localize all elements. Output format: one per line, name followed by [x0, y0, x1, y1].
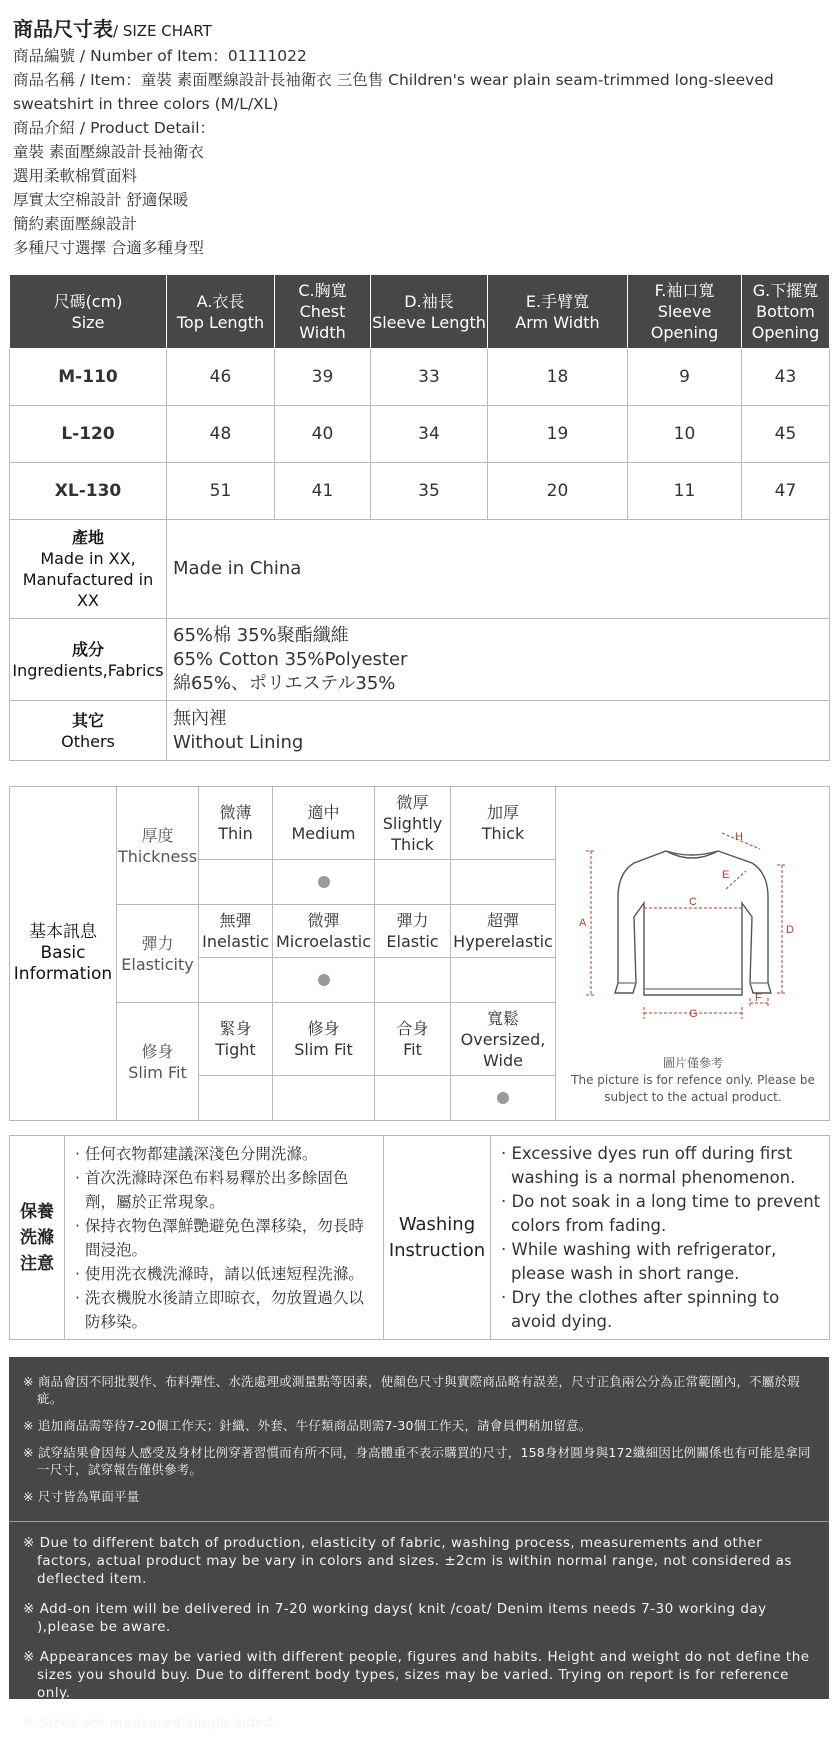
fit-label: 修身 Slim Fit	[117, 1003, 199, 1121]
product-detail-line: 童裝 素面壓線設計長袖衛衣	[13, 143, 204, 161]
page-title	[13, 14, 828, 44]
elasticity-option: 微彈 Microelastic	[273, 905, 375, 958]
list-item: · 保持衣物色澤鮮艷避免色澤移染，勿長時間浸泡。	[75, 1216, 364, 1259]
washing-table	[9, 1135, 830, 1340]
list-item: · 任何衣物都建議深淺色分開洗滌。	[75, 1144, 318, 1163]
header-size: 尺碼(cm) Size	[10, 275, 167, 349]
list-item: · 洗衣機脫水後請立即晾衣，勿放置過久以防移染。	[75, 1288, 364, 1331]
table-cell: 40	[275, 406, 371, 463]
notes-en	[9, 1522, 829, 1732]
table-cell: 43	[742, 349, 830, 406]
thickness-label: 厚度 Thickness	[117, 787, 199, 905]
elasticity-dot-cell	[375, 958, 451, 1003]
note-item: ※ 商品會因不同批製作、布料彈性、水洗處理或測量點等因素，使顏色尺寸與實際商品略有誤差，尺寸正負兩公分為正常範圍內，不屬於瑕疵。	[23, 1374, 800, 1406]
header-chest-width: C.胸寬 Chest Width	[275, 275, 371, 349]
origin-row	[10, 520, 830, 619]
elasticity-option: 超彈 Hyperelastic	[451, 905, 556, 958]
washing-list-en	[491, 1136, 830, 1340]
size-label: L-120	[10, 406, 167, 463]
selected-indicator-icon	[318, 876, 330, 888]
garment-diagram	[556, 787, 830, 1121]
table-cell: 35	[371, 463, 488, 520]
elasticity-option: 彈力 Elastic	[375, 905, 451, 958]
header-arm-width: E.手臂寬 Arm Width	[488, 275, 628, 349]
header-top-length: A.衣長 Top Length	[167, 275, 275, 349]
diagram-letter-h: H	[735, 830, 743, 843]
table-cell: 41	[275, 463, 371, 520]
table-cell: 45	[742, 406, 830, 463]
header-sleeve-opening: F.袖口寬 Sleeve Opening	[628, 275, 742, 349]
washing-title-en: Washing Instruction	[384, 1136, 491, 1340]
title-en: / SIZE CHART	[113, 22, 212, 40]
list-item: · Do not soak in a long time to prevent colors from fading.	[501, 1191, 821, 1235]
size-label: XL-130	[10, 463, 167, 520]
ingredients-label: 成分 Ingredients,Fabrics	[10, 619, 167, 701]
note-item: ※ Appearances may be varied with different people, figures and habits. Height and weight do not define the sizes you should buy. Due to different body types, sizes may be varied. Trying on report is for reference only.	[23, 1649, 810, 1701]
table-row	[10, 463, 830, 520]
product-detail-line: 厚實太空棉設計 舒適保暖	[13, 191, 189, 209]
table-cell: 10	[628, 406, 742, 463]
diagram-note: 圖片僅參考 The picture is for refence only. Please be subject to the actual product.	[571, 1055, 815, 1104]
item-number: 商品編號 / Number of Item：01111022	[13, 47, 307, 65]
elasticity-option: 無彈 Inelastic	[199, 905, 273, 958]
selected-indicator-icon	[318, 974, 330, 986]
table-cell: 9	[628, 349, 742, 406]
diagram-letter-d: D	[786, 923, 794, 936]
table-row	[10, 349, 830, 406]
product-detail-line: 選用柔軟棉質面料	[13, 167, 138, 185]
note-item: ※ Add-on item will be delivered in 7-20 working days( knit /coat/ Denim items needs 7-30 working day ),please be aware.	[23, 1601, 767, 1635]
product-detail-line: 多種尺寸選擇 合適多種身型	[13, 239, 204, 257]
notes-panel	[9, 1357, 829, 1731]
table-cell: 48	[167, 406, 275, 463]
elasticity-label: 彈力 Elasticity	[117, 905, 199, 1003]
diagram-letter-c: C	[689, 895, 697, 908]
item-name: 商品名稱 / Item：童裝 素面壓線設計長袖衛衣 三色售 Children's wear plain seam-trimmed long-sleeved	[13, 71, 774, 89]
others-value: 無內裡 Without Lining	[167, 701, 830, 761]
item-name-cont: sweatshirt in three colors (M/L/XL)	[13, 95, 279, 113]
thickness-dot-cell	[273, 860, 375, 905]
header-bottom-opening: G.下擺寬 Bottom Opening	[742, 275, 830, 349]
diagram-letter-g: G	[689, 1007, 698, 1020]
elasticity-dot-cell	[199, 958, 273, 1003]
header-sleeve-length: D.袖長 Sleeve Length	[371, 275, 488, 349]
washing-list-zh	[65, 1136, 384, 1340]
size-label: M-110	[10, 349, 167, 406]
list-item: · 使用洗衣機洗滌時，請以低速短程洗滌。	[75, 1264, 364, 1283]
table-cell: 46	[167, 349, 275, 406]
product-detail-label: 商品介紹 / Product Detail：	[13, 119, 216, 137]
fit-dot-cell	[451, 1076, 556, 1121]
table-cell: 51	[167, 463, 275, 520]
table-cell: 39	[275, 349, 371, 406]
elasticity-dot-cell	[451, 958, 556, 1003]
title-zh: 商品尺寸表	[13, 17, 113, 41]
list-item: · While washing with refrigerator, please wash in short range.	[501, 1239, 777, 1283]
list-item: · Dry the clothes after spinning to avoid dying.	[501, 1287, 780, 1331]
table-cell: 11	[628, 463, 742, 520]
table-cell: 34	[371, 406, 488, 463]
origin-value: Made in China	[167, 520, 830, 619]
thickness-option: 微薄 Thin	[199, 787, 273, 860]
fit-option: 合身 Fit	[375, 1003, 451, 1076]
diagram-letter-f: F	[755, 991, 762, 1004]
notes-zh	[9, 1357, 829, 1521]
thickness-option: 適中 Medium	[273, 787, 375, 860]
product-header	[13, 14, 828, 260]
note-item: ※ 追加商品需等待7-20個工作天；針織、外套、牛仔類商品則需7-30個工作天，請會員們稍加留意。	[23, 1418, 592, 1433]
washing-title-zh: 保養 洗滌 注意	[10, 1136, 65, 1340]
thickness-option: 微厚 Slightly Thick	[375, 787, 451, 860]
table-cell: 18	[488, 349, 628, 406]
fit-dot-cell	[199, 1076, 273, 1121]
ingredients-row	[10, 619, 830, 701]
thickness-dot-cell	[451, 860, 556, 905]
fit-dot-cell	[375, 1076, 451, 1121]
list-item: · 首次洗滌時深色布料易釋於出多餘固色劑，屬於正常現象。	[75, 1168, 349, 1211]
note-item: ※ 試穿結果會因每人感受及身材比例穿著習慣而有所不同，身高體重不表示購買的尺寸，158身材圓身與172纖細因比例關係也有可能是拿同一尺寸，試穿報告僅供參考。	[23, 1445, 811, 1477]
size-table	[9, 274, 830, 761]
thickness-option: 加厚 Thick	[451, 787, 556, 860]
sweatshirt-diagram	[556, 793, 830, 1053]
note-item: ※ Sizes are measured single-sided.	[23, 1715, 278, 1731]
table-cell: 47	[742, 463, 830, 520]
basic-info-label: 基本訊息 Basic Information	[10, 787, 117, 1121]
size-table-header	[10, 275, 830, 349]
product-detail-line: 簡約素面壓線設計	[13, 215, 138, 233]
selected-indicator-icon	[497, 1092, 509, 1104]
note-item: ※ 尺寸皆為單面平量	[23, 1489, 140, 1504]
fit-dot-cell	[273, 1076, 375, 1121]
note-item: ※ Due to different batch of production, elasticity of fabric, washing process, measurements and other factors, actual product may be vary in colors and sizes. ±2cm is within normal range, not considered as deflected item.	[23, 1535, 792, 1587]
table-row	[10, 406, 830, 463]
others-label: 其它 Others	[10, 701, 167, 761]
list-item: · Excessive dyes run off during first washing is a normal phenomenon.	[501, 1143, 796, 1187]
origin-label: 產地 Made in XX, Manufactured in XX	[10, 520, 167, 619]
elasticity-dot-cell	[273, 958, 375, 1003]
thickness-dot-cell	[199, 860, 273, 905]
table-cell: 20	[488, 463, 628, 520]
thickness-dot-cell	[375, 860, 451, 905]
table-cell: 19	[488, 406, 628, 463]
table-cell: 33	[371, 349, 488, 406]
fit-option: 緊身 Tight	[199, 1003, 273, 1076]
others-row	[10, 701, 830, 761]
fit-option: 寬鬆 Oversized, Wide	[451, 1003, 556, 1076]
basic-info-table	[9, 786, 830, 1121]
diagram-letter-e: E	[722, 868, 730, 881]
diagram-letter-a: A	[579, 916, 587, 929]
ingredients-value: 65%棉 35%聚酯纖維 65% Cotton 35%Polyester 綿65%、ポリエステル35%	[167, 619, 830, 701]
fit-option: 修身 Slim Fit	[273, 1003, 375, 1076]
